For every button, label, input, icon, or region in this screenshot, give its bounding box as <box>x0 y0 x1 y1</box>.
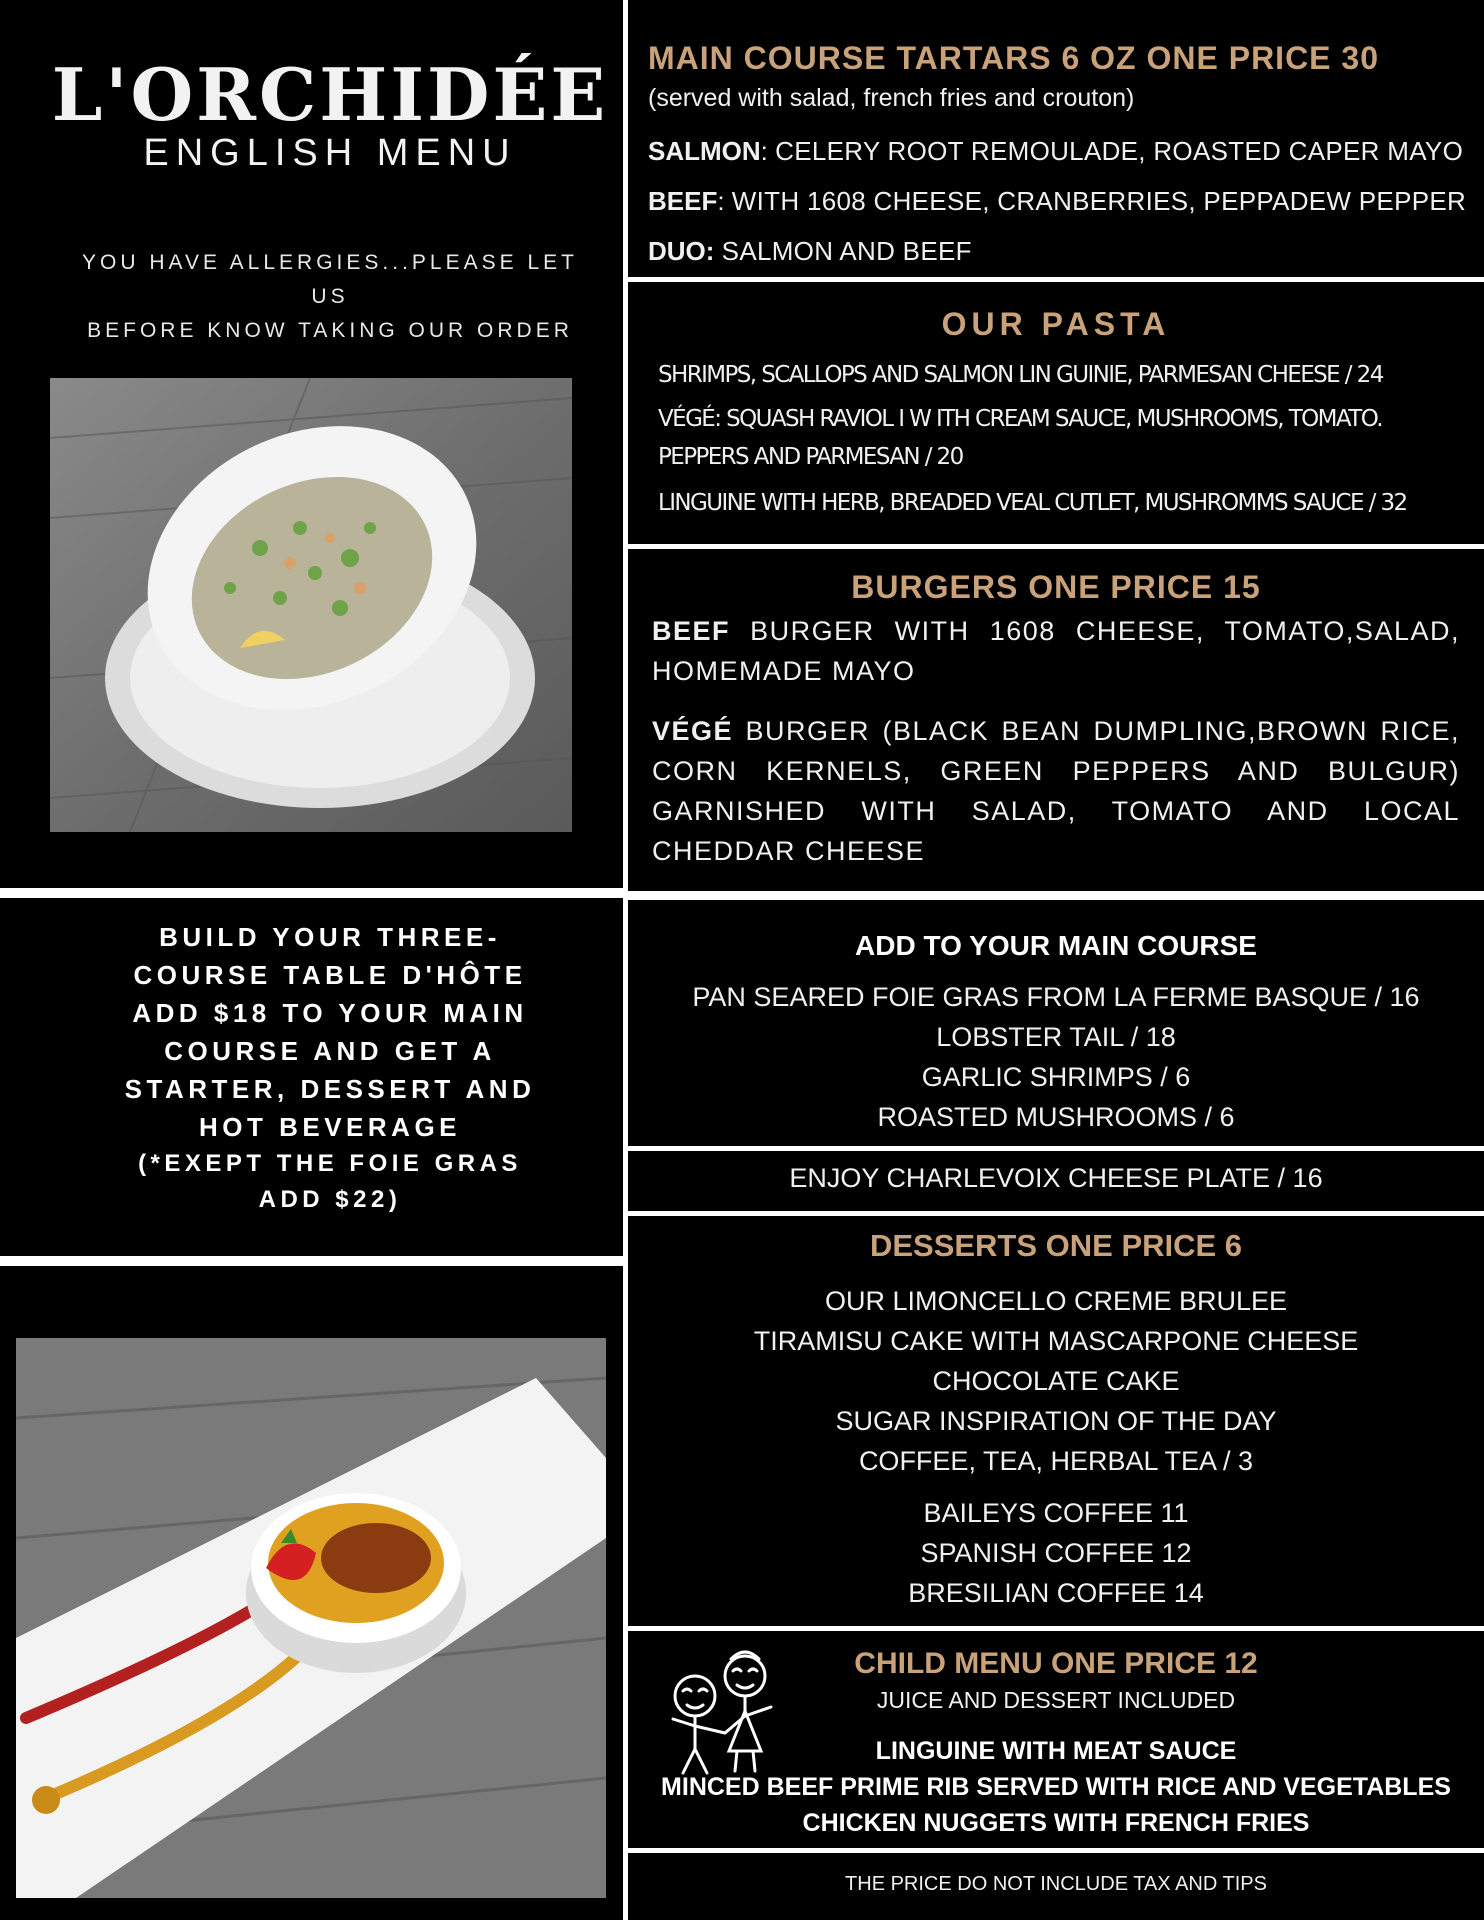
child-menu-item: MINCED BEEF PRIME RIB SERVED WITH RICE AND VEGETABLES <box>661 1773 1451 1801</box>
dessert-item: TIRAMISU CAKE WITH MASCARPONE CHEESE <box>753 1326 1359 1356</box>
item-name: BEEF <box>652 616 731 646</box>
tartar-item-beef <box>648 186 1466 217</box>
table-dhote-line: (*EXEPT THE FOIE GRAS <box>138 1150 522 1177</box>
allergy-line: BEFORE KNOW TAKING OUR ORDER <box>87 319 573 342</box>
title-panel <box>0 0 623 888</box>
add-on-item: GARLIC SHRIMPS / 6 <box>921 1062 1191 1092</box>
item-name: VÉGÉ <box>652 716 734 746</box>
table-dhote-line: ADD $22) <box>258 1186 402 1213</box>
child-menu-item: LINGUINE WITH MEAT SAUCE <box>875 1737 1237 1765</box>
add-on-item: LOBSTER TAIL / 18 <box>936 1022 1176 1052</box>
desserts-title: DESSERTS ONE PRICE 6 <box>869 1228 1243 1263</box>
dessert-item: CHOCOLATE CAKE <box>932 1366 1180 1396</box>
dessert-item: COFFEE, TEA, HERBAL TEA / 3 <box>858 1446 1254 1476</box>
table-dhote-line: HOT BEVERAGE <box>198 1112 462 1142</box>
item-name: DUO: <box>648 236 715 266</box>
pasta-item: VÉGÉ: SQUASH RAVIOL I W ITH CREAM SAUCE, MUSHROOMS, TOMATO. <box>658 406 1382 432</box>
coffee-item: BAILEYS COFFEE 11 <box>923 1498 1189 1528</box>
tartars-panel <box>628 0 1484 277</box>
item-description: BURGER WITH 1608 CHEESE, TOMATO,SALAD, HOMEMADE MAYO <box>652 616 1460 686</box>
coffee-item: SPANISH COFFEE 12 <box>920 1538 1192 1568</box>
tartar-item-duo <box>648 236 972 267</box>
item-name: SALMON <box>648 136 761 166</box>
item-separator: : <box>717 186 732 216</box>
price-disclaimer: THE PRICE DO NOT INCLUDE TAX AND TIPS <box>845 1873 1267 1895</box>
pasta-dish-photo <box>50 378 572 832</box>
dessert-item: SUGAR INSPIRATION OF THE DAY <box>835 1406 1277 1436</box>
child-menu-title: CHILD MENU ONE PRICE 12 <box>854 1647 1258 1680</box>
add-ons-panel <box>628 900 1484 1146</box>
burger-item-beef <box>652 611 1460 691</box>
item-description: CELERY ROOT REMOULADE, ROASTED CAPER MAYO <box>775 136 1464 166</box>
allergy-line: YOU HAVE ALLERGIES...PLEASE LET US <box>82 251 578 308</box>
table-dhote-text <box>60 918 600 1218</box>
pasta-item: SHRIMPS, SCALLOPS AND SALMON LIN GUINIE, PARMESAN CHEESE / 24 <box>658 362 1383 388</box>
table-dhote-line: COURSE AND GET A <box>164 1036 496 1066</box>
table-dhote-line: ADD $18 TO YOUR MAIN <box>132 998 528 1028</box>
table-dhote-line: COURSE TABLE D'HÔTE <box>133 960 527 990</box>
footer-panel <box>628 1853 1484 1920</box>
pasta-item: LINGUINE WITH HERB, BREADED VEAL CUTLET, MUSHROMMS SAUCE / 32 <box>658 490 1407 516</box>
item-separator <box>714 236 721 266</box>
item-separator: : <box>760 136 776 166</box>
pasta-item: PEPPERS AND PARMESAN / 20 <box>658 444 963 470</box>
burgers-panel <box>628 549 1484 891</box>
item-description: WITH 1608 CHEESE, CRANBERRIES, PEPPADEW PEPPER <box>731 186 1467 216</box>
item-description: SALMON AND BEEF <box>721 236 972 266</box>
item-name: BEEF <box>648 186 718 216</box>
allergy-notice <box>60 246 600 348</box>
pasta-panel <box>628 282 1484 544</box>
child-menu-panel <box>628 1631 1484 1848</box>
table-dhote-line: BUILD YOUR THREE- <box>159 922 501 952</box>
tartars-title: MAIN COURSE TARTARS 6 OZ ONE PRICE 30 <box>648 40 1379 76</box>
cheese-plate-item: ENJOY CHARLEVOIX CHEESE PLATE / 16 <box>789 1163 1323 1193</box>
child-menu-item: CHICKEN NUGGETS WITH FRENCH FRIES <box>802 1809 1310 1837</box>
dessert-item: OUR LIMONCELLO CREME BRULEE <box>824 1286 1288 1316</box>
desserts-panel <box>628 1216 1484 1626</box>
add-ons-title: ADD TO YOUR MAIN COURSE <box>855 930 1257 961</box>
dessert-photo-panel <box>0 1266 623 1920</box>
tartars-note: (served with salad, french fries and crouton) <box>648 84 1135 112</box>
cheese-panel <box>628 1151 1484 1211</box>
pasta-title: OUR PASTA <box>941 306 1171 342</box>
item-description: BURGER (BLACK BEAN DUMPLING,BROWN RICE, CORN KERNELS, GREEN PEPPERS AND BULGUR) GARNISHED WITH SALAD, TOMATO AND LOCAL CHEDDAR CHEESE <box>652 716 1460 866</box>
table-dhote-panel <box>0 898 623 1256</box>
add-on-item: ROASTED MUSHROOMS / 6 <box>877 1102 1235 1132</box>
burger-item-vege <box>652 711 1460 871</box>
creme-brulee-photo <box>16 1338 606 1898</box>
burgers-title: BURGERS ONE PRICE 15 <box>851 569 1261 605</box>
table-dhote-line: STARTER, DESSERT AND <box>124 1074 536 1104</box>
coffee-item: BRESILIAN COFFEE 14 <box>908 1578 1204 1608</box>
add-on-item: PAN SEARED FOIE GRAS FROM LA FERME BASQUE / 16 <box>692 982 1420 1012</box>
child-menu-note: JUICE AND DESSERT INCLUDED <box>876 1687 1236 1713</box>
tartar-item-salmon <box>648 136 1463 167</box>
restaurant-title: L'ORCHIDÉE <box>51 52 609 137</box>
menu-subtitle: ENGLISH MENU <box>143 132 517 174</box>
